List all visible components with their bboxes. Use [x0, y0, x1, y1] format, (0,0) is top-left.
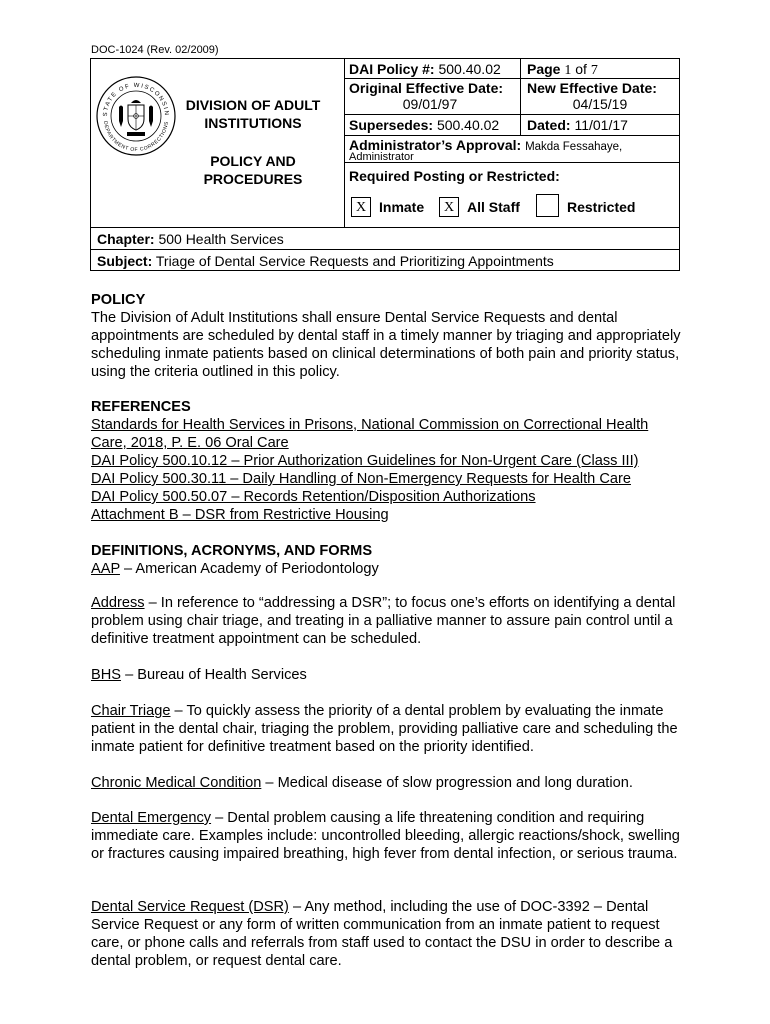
policy-procedures-title: POLICY AND PROCEDURES [203, 153, 303, 187]
definition-term: Chronic Medical Condition [91, 775, 262, 791]
references-section [91, 398, 686, 524]
definition-item: BHS – Bureau of Health Services [91, 667, 307, 683]
policy-number: 500.40.02 [438, 61, 501, 77]
definition-item: Dental Service Request (DSR) – Any method, including the use of DOC-3392 – Dental Service Request or any form of written communication from an inmate patient to request care, or phone calls and referrals from staff used to contact the DSU in order to describe a dental problem, or request dental care. [91, 899, 673, 969]
approval-cell: Administrator’s Approval: Makda Fessahaye, [349, 137, 623, 153]
page-count-cell: Page 1 of 7 [527, 61, 598, 78]
divider [344, 114, 680, 115]
new-date: 04/15/19 [572, 96, 628, 112]
inmate-checkbox[interactable]: X [351, 197, 371, 217]
posting-label: Required Posting or Restricted: [349, 168, 560, 184]
reference-link[interactable]: DAI Policy 500.10.12 – Prior Authorization Guidelines for Non-Urgent Care (Class III) [91, 453, 639, 469]
reference-link[interactable]: DAI Policy 500.50.07 – Records Retention/Disposition Authorizations [91, 489, 536, 505]
department-seal-icon [95, 75, 177, 157]
subject-row: Subject: Triage of Dental Service Requests and Prioritizing Appointments [97, 253, 554, 269]
dated-cell: Dated: 11/01/17 [527, 117, 628, 133]
divider [344, 78, 680, 79]
definition-term: BHS [91, 667, 122, 683]
seal-ring-bottom: DEPARTMENT OF CORRECTIONS [102, 120, 170, 154]
definition-term: Address [91, 595, 145, 611]
all-staff-checkbox[interactable]: X [439, 197, 459, 217]
policy-heading: POLICY [91, 292, 146, 308]
divider [91, 227, 680, 228]
approval-title: Administrator [349, 151, 414, 163]
divider [344, 59, 345, 227]
restricted-label: Restricted [567, 199, 636, 215]
policy-number-cell: DAI Policy #: 500.40.02 [349, 61, 501, 77]
divider [344, 135, 680, 136]
supersedes-cell: Supersedes: 500.40.02 [349, 117, 500, 133]
policy-text: The Division of Adult Institutions shall ensure Dental Service Requests and dental appointments are scheduled by dental staff in a timely manner by triaging and appropriately scheduling inmate patients based on clinical determinations of both pain and priority status, using the criteria outlined in this policy. [91, 310, 681, 380]
definition-term: Chair Triage [91, 703, 171, 719]
approval-name: Makda Fessahaye, [525, 141, 623, 153]
original-date-label: Original Effective Date: [349, 80, 504, 96]
original-date: 09/01/97 [402, 96, 458, 112]
definition-term: Dental Emergency [91, 810, 212, 826]
definition-item: Chronic Medical Condition – Medical disease of slow progression and long duration. [91, 775, 633, 791]
definitions-section [91, 542, 686, 578]
references-heading: REFERENCES [91, 399, 191, 415]
divider [91, 249, 680, 250]
seal-ring-top: STATE OF WISCONSIN [102, 82, 170, 117]
definition-item: Address – In reference to “addressing a DSR”; to focus one’s efforts on identifying a dental problem using chair triage, and treating in a palliative manner to assure pain control until a definitive treatment appointment can be scheduled. [91, 595, 676, 647]
new-date-label: New Effective Date: [527, 80, 657, 96]
chapter-value: 500 Health Services [158, 231, 284, 247]
definition-item: AAP – American Academy of Periodontology [91, 561, 379, 577]
definition-item: Chair Triage – To quickly assess the priority of a dental problem by evaluating the inmate patient in the dental chair, triaging the problem, providing palliative care and scheduling the inmate patient for definitive treatment based on the priority identified. [91, 703, 678, 755]
chapter-row: Chapter: 500 Health Services [97, 231, 284, 247]
definition-term: AAP [91, 561, 120, 577]
reference-link[interactable]: DAI Policy 500.30.11 – Daily Handling of Non-Emergency Requests for Health Care [91, 471, 631, 487]
definition-item: Dental Emergency – Dental problem causing a life threatening condition and requiring immediate care. Examples include: uncontrolled bleeding, allergic reactions/shock, swelling or fractures causing impaired breathing, high fever from dental infection, or serious trauma. [91, 810, 680, 862]
inmate-label: Inmate [379, 199, 425, 215]
document-number: DOC-1024 (Rev. 02/2009) [91, 44, 219, 56]
division-title: DIVISION OF ADULT INSTITUTIONS [185, 97, 321, 131]
definitions-heading: DEFINITIONS, ACRONYMS, AND FORMS [91, 543, 373, 559]
reference-link[interactable]: Standards for Health Services in Prisons, National Commission on Correctional Health Care, 2018, P. E. 06 Oral Care [91, 417, 649, 451]
restricted-checkbox[interactable] [536, 194, 559, 217]
policy-section [91, 291, 686, 381]
subject-value: Triage of Dental Service Requests and Prioritizing Appointments [155, 253, 554, 269]
reference-link[interactable]: Attachment B – DSR from Restrictive Housing [91, 507, 389, 523]
definition-term: Dental Service Request (DSR) [91, 899, 289, 915]
all-staff-label: All Staff [467, 199, 520, 215]
